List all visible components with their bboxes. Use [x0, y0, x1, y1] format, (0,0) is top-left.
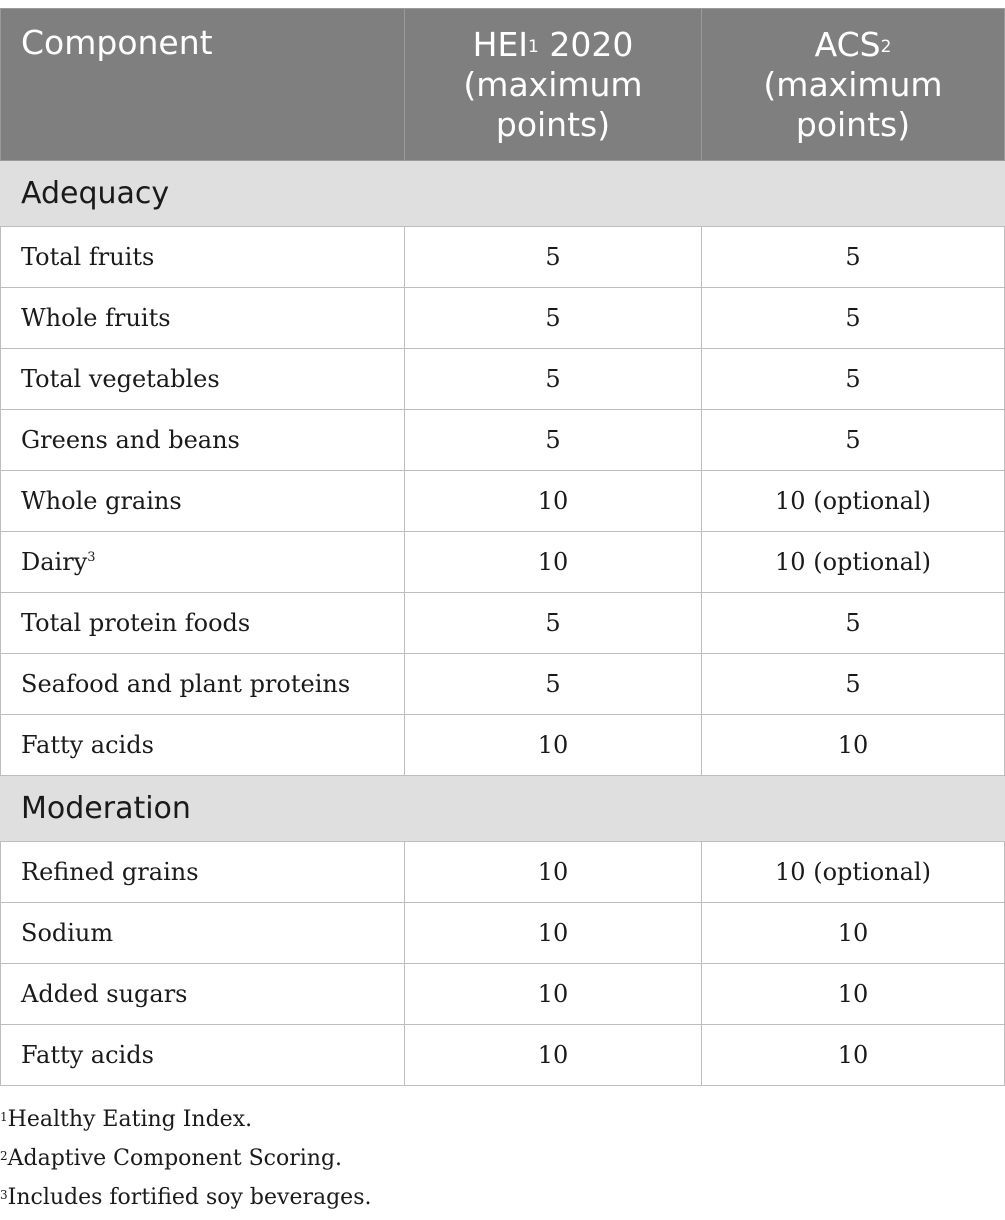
header-acs: ACS$^2$ (maximum points) — [702, 9, 1005, 161]
hei-points-cell: 10 — [405, 471, 702, 532]
table-header — [1, 9, 1005, 161]
footnote-text: Adaptive Component Scoring. — [7, 1146, 343, 1171]
table-row — [1, 1025, 1005, 1086]
table-row — [1, 349, 1005, 410]
footnote-text: Healthy Eating Index. — [7, 1107, 253, 1132]
footnotes — [0, 1100, 372, 1217]
footnote-mark: 3 — [87, 550, 96, 565]
footnote — [0, 1139, 372, 1178]
footnote — [0, 1100, 372, 1139]
component-cell — [1, 471, 405, 532]
component-label: Dairy — [21, 548, 88, 576]
table-row — [1, 715, 1005, 776]
header-hei: HEI$^1$ 2020 (maximum points) — [405, 9, 702, 161]
hei-points-cell: 10 — [405, 715, 702, 776]
section-row — [1, 161, 1005, 227]
component-label: Refined grains — [21, 858, 199, 886]
footnote-number: 2 — [0, 1149, 8, 1163]
component-label: Total vegetables — [21, 365, 220, 393]
hei-points-cell: 10 — [405, 532, 702, 593]
hei-points-cell: 5 — [405, 349, 702, 410]
table-row — [1, 471, 1005, 532]
component-label: Added sugars — [21, 980, 188, 1008]
acs-points-cell: 5 — [702, 593, 1005, 654]
acs-points-cell: 10 (optional) — [702, 532, 1005, 593]
section-row — [1, 776, 1005, 842]
acs-points-cell: 5 — [702, 288, 1005, 349]
component-label: Total protein foods — [21, 609, 251, 637]
section-title: Adequacy — [1, 161, 1005, 227]
component-cell — [1, 349, 405, 410]
hei-points-cell: 10 — [405, 964, 702, 1025]
acs-points-cell: 10 — [702, 964, 1005, 1025]
table-row — [1, 593, 1005, 654]
acs-points-cell: 5 — [702, 654, 1005, 715]
acs-points-cell: 5 — [702, 349, 1005, 410]
table-row — [1, 964, 1005, 1025]
component-label: Fatty acids — [21, 1041, 154, 1069]
component-label: Total fruits — [21, 243, 155, 271]
component-label: Whole fruits — [21, 304, 171, 332]
table-row — [1, 532, 1005, 593]
table-row — [1, 410, 1005, 471]
footnote-text: Includes fortified soy beverages. — [7, 1185, 372, 1210]
component-cell — [1, 532, 405, 593]
footnote — [0, 1178, 372, 1217]
hei-points-cell: 10 — [405, 903, 702, 964]
scoring-table — [0, 8, 1005, 1086]
acs-points-cell: 10 (optional) — [702, 471, 1005, 532]
hei-points-cell: 5 — [405, 593, 702, 654]
component-cell — [1, 654, 405, 715]
component-label: Whole grains — [21, 487, 182, 515]
acs-points-cell: 10 — [702, 1025, 1005, 1086]
hei-points-cell: 5 — [405, 410, 702, 471]
table-row — [1, 654, 1005, 715]
hei-points-cell: 10 — [405, 1025, 702, 1086]
table-row — [1, 288, 1005, 349]
table-body — [1, 161, 1005, 1086]
component-cell — [1, 964, 405, 1025]
hei-points-cell: 5 — [405, 654, 702, 715]
acs-points-cell: 5 — [702, 410, 1005, 471]
hei-points-cell: 5 — [405, 288, 702, 349]
footnote-number: 3 — [0, 1188, 8, 1202]
hei-points-cell: 5 — [405, 227, 702, 288]
acs-points-cell: 10 (optional) — [702, 842, 1005, 903]
component-cell — [1, 593, 405, 654]
component-label: Greens and beans — [21, 426, 240, 454]
header-component: Component — [1, 9, 405, 161]
component-label: Seafood and plant proteins — [21, 670, 351, 698]
acs-points-cell: 10 — [702, 903, 1005, 964]
section-title: Moderation — [1, 776, 1005, 842]
footnote-number: 1 — [0, 1110, 8, 1124]
component-cell — [1, 903, 405, 964]
component-cell — [1, 288, 405, 349]
component-cell — [1, 1025, 405, 1086]
component-label: Fatty acids — [21, 731, 154, 759]
component-cell — [1, 715, 405, 776]
component-cell — [1, 410, 405, 471]
component-label: Sodium — [21, 919, 114, 947]
component-cell — [1, 842, 405, 903]
acs-points-cell: 5 — [702, 227, 1005, 288]
table-row — [1, 842, 1005, 903]
table-row — [1, 903, 1005, 964]
acs-points-cell: 10 — [702, 715, 1005, 776]
component-cell — [1, 227, 405, 288]
hei-points-cell: 10 — [405, 842, 702, 903]
table-row — [1, 227, 1005, 288]
